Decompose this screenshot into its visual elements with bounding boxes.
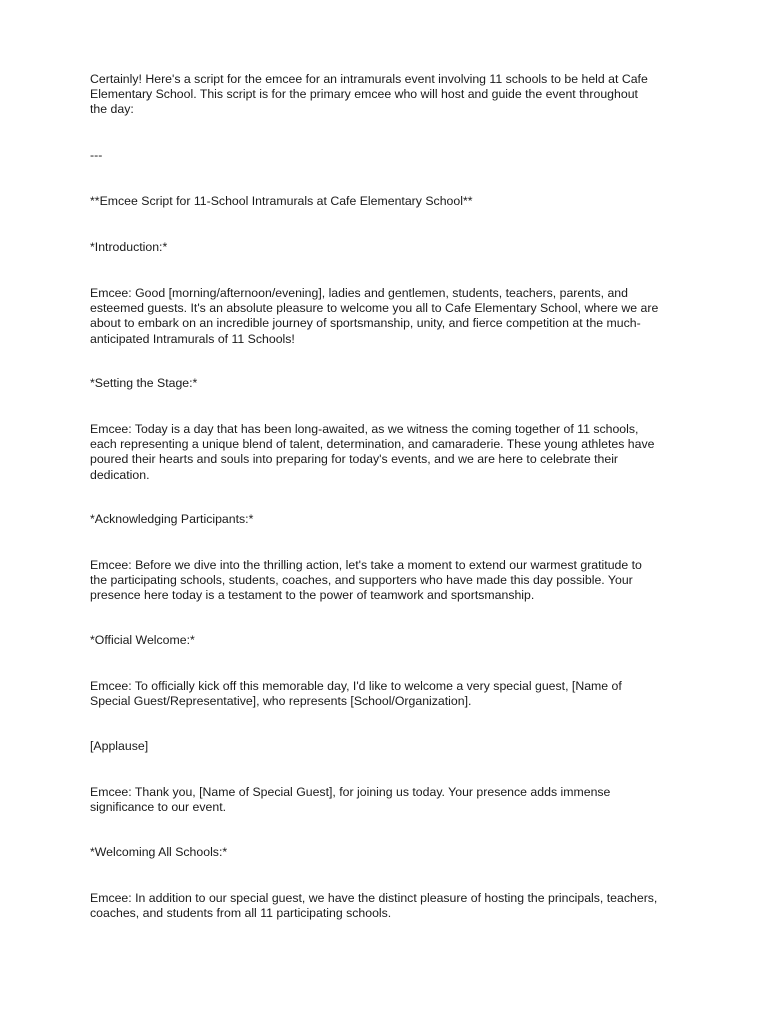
document-title [90, 194, 473, 209]
section-heading-setting-stage [90, 376, 197, 391]
text-line: coaches, and students from all 11 participating schools. [90, 906, 392, 921]
text-line: poured their hearts and souls into preparing for today's events, and we are here to celebrate their [90, 452, 619, 467]
text-line: the participating schools, students, coaches, and supporters who have made this day possible. Your [90, 573, 633, 588]
text-line: significance to our event. [90, 800, 227, 815]
text-line: [Applause] [90, 739, 149, 753]
text-line: about to embark on an incredible journey of sportsmanship, unity, and fierce competition at the much- [90, 316, 641, 331]
text-line: *Setting the Stage:* [90, 376, 198, 390]
text-line: the day: [90, 102, 134, 117]
text-line: Emcee: Good [morning/afternoon/evening], ladies and gentlemen, students, teachers, parents, and [90, 286, 628, 300]
text-line: esteemed guests. It's an absolute pleasure to welcome you all to Cafe Elementary School, where we are [90, 301, 659, 316]
separator-line [90, 148, 102, 163]
text-line: Emcee: In addition to our special guest, we have the distinct pleasure of hosting the principals, teachers, [90, 891, 658, 905]
text-line: *Acknowledging Participants:* [90, 512, 254, 526]
text-line: anticipated Intramurals of 11 Schools! [90, 331, 295, 346]
section-heading-official-welcome [90, 633, 195, 648]
text-line: Emcee: To officially kick off this memorable day, I'd like to welcome a very special guest, [Name of [90, 679, 622, 693]
text-line: *Welcoming All Schools:* [90, 845, 228, 859]
text-line: **Emcee Script for 11-School Intramurals at Cafe Elementary School** [90, 194, 473, 208]
applause-cue [90, 739, 148, 754]
acknowledging-paragraph [90, 558, 642, 604]
text-line: dedication. [90, 467, 150, 482]
text-line: each representing a unique blend of talent, determination, and camaraderie. These young athletes have [90, 437, 655, 452]
section-heading-welcoming-schools [90, 845, 227, 860]
official-welcome-paragraph [90, 679, 622, 709]
introduction-paragraph [90, 286, 658, 347]
setting-stage-paragraph [90, 422, 654, 483]
text-line: Certainly! Here's a script for the emcee for an intramurals event involving 11 schools to be held at Cafe [90, 72, 648, 86]
section-heading-introduction [90, 240, 167, 255]
thank-you-paragraph [90, 785, 610, 815]
text-line: Special Guest/Representative], who represents [School/Organization]. [90, 694, 472, 709]
text-line: Emcee: Thank you, [Name of Special Guest], for joining us today. Your presence adds immense [90, 785, 611, 799]
intro-paragraph [90, 72, 648, 118]
text-line: --- [90, 148, 103, 162]
text-line: Elementary School. This script is for the primary emcee who will host and guide the event throughout [90, 87, 638, 102]
section-heading-acknowledging [90, 512, 253, 527]
text-line: Emcee: Before we dive into the thrilling action, let's take a moment to extend our warmest gratitude to [90, 558, 642, 572]
text-line: *Introduction:* [90, 240, 168, 254]
text-line: *Official Welcome:* [90, 633, 195, 647]
welcoming-schools-paragraph [90, 891, 657, 921]
text-line: Emcee: Today is a day that has been long-awaited, as we witness the coming together of 11 schools, [90, 422, 639, 436]
text-line: presence here today is a testament to the power of teamwork and sportsmanship. [90, 588, 535, 603]
